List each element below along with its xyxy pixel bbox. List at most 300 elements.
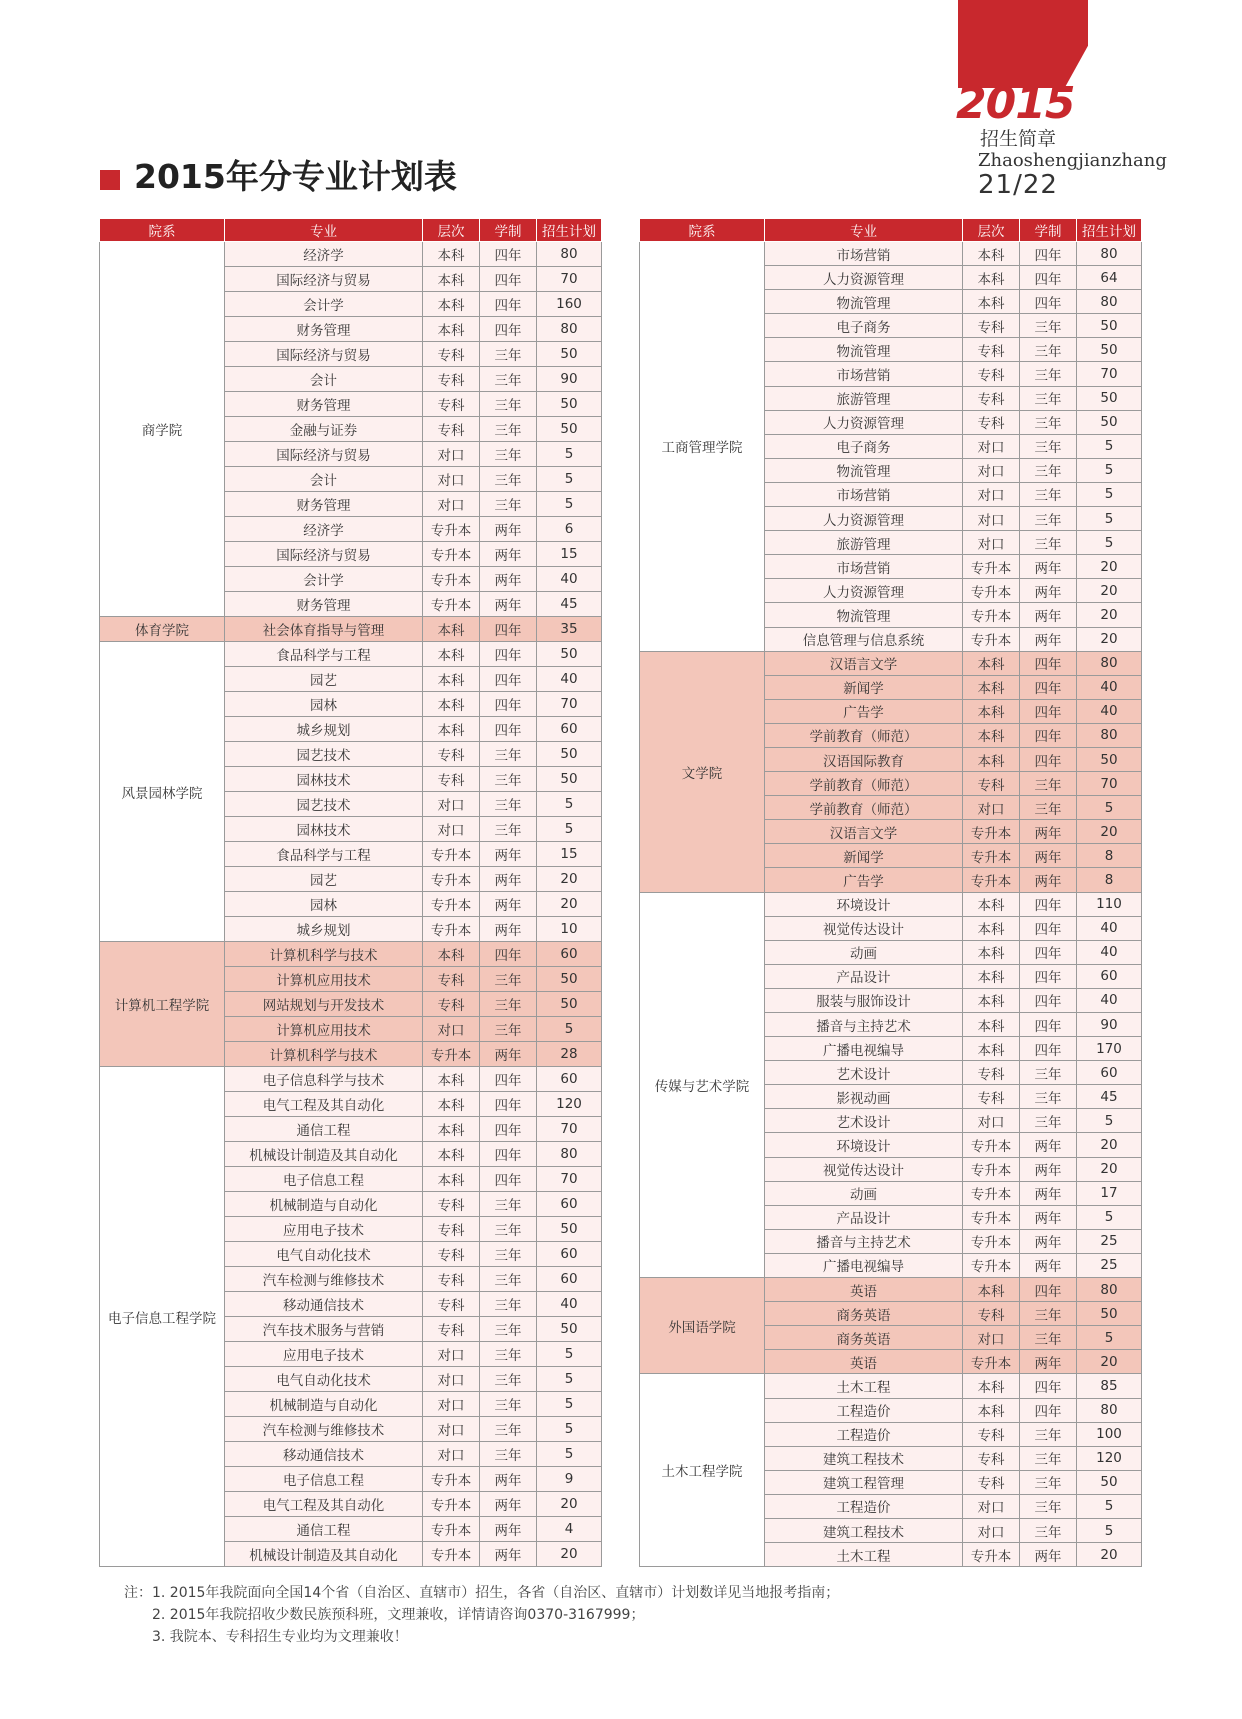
level-cell: 专升本 <box>423 592 480 617</box>
level-cell: 专科 <box>423 417 480 442</box>
dept-cell: 外国语学院 <box>640 1278 765 1374</box>
major-cell: 物流管理 <box>765 290 963 314</box>
duration-cell: 三年 <box>1020 507 1077 531</box>
major-cell: 电子信息科学与技术 <box>225 1067 423 1092</box>
level-cell: 专科 <box>423 1317 480 1342</box>
duration-cell: 三年 <box>1020 1518 1077 1542</box>
quota-cell: 20 <box>537 867 602 892</box>
level-cell: 本科 <box>423 1142 480 1167</box>
level-cell: 本科 <box>963 747 1020 771</box>
major-cell: 英语 <box>765 1278 963 1302</box>
major-cell: 汉语国际教育 <box>765 747 963 771</box>
level-cell: 专升本 <box>963 1133 1020 1157</box>
table-row <box>100 617 602 642</box>
level-cell: 专科 <box>423 1217 480 1242</box>
level-cell: 本科 <box>963 916 1020 940</box>
level-cell: 专科 <box>963 314 1020 338</box>
quota-cell: 5 <box>1077 458 1142 482</box>
level-cell: 本科 <box>423 1117 480 1142</box>
level-cell: 专科 <box>423 342 480 367</box>
quota-cell: 35 <box>537 617 602 642</box>
major-cell: 移动通信技术 <box>225 1292 423 1317</box>
major-cell: 国际经济与贸易 <box>225 342 423 367</box>
level-cell: 对口 <box>963 458 1020 482</box>
duration-cell: 四年 <box>480 1117 537 1142</box>
quota-cell: 5 <box>1077 1494 1142 1518</box>
major-cell: 学前教育（师范） <box>765 796 963 820</box>
major-cell: 计算机科学与技术 <box>225 1042 423 1067</box>
duration-cell: 两年 <box>1020 1350 1077 1374</box>
major-cell: 财务管理 <box>225 492 423 517</box>
level-cell: 专升本 <box>963 555 1020 579</box>
quota-cell: 20 <box>537 1542 602 1567</box>
duration-cell: 两年 <box>480 592 537 617</box>
quota-cell: 100 <box>1077 1422 1142 1446</box>
level-cell: 专科 <box>423 967 480 992</box>
major-cell: 土木工程 <box>765 1374 963 1398</box>
quota-cell: 50 <box>1077 1470 1142 1494</box>
level-cell: 本科 <box>963 1037 1020 1061</box>
quota-cell: 50 <box>537 1217 602 1242</box>
quota-cell: 64 <box>1077 266 1142 290</box>
level-cell: 专科 <box>963 386 1020 410</box>
major-cell: 市场营销 <box>765 482 963 506</box>
quota-cell: 20 <box>1077 1133 1142 1157</box>
level-cell: 专科 <box>963 362 1020 386</box>
duration-cell: 四年 <box>480 692 537 717</box>
quota-cell: 90 <box>1077 1013 1142 1037</box>
quota-cell: 50 <box>1077 314 1142 338</box>
major-cell: 财务管理 <box>225 592 423 617</box>
col-header-duration: 学制 <box>480 219 537 242</box>
level-cell: 专升本 <box>963 820 1020 844</box>
quota-cell: 20 <box>1077 820 1142 844</box>
duration-cell: 三年 <box>480 342 537 367</box>
level-cell: 专科 <box>963 1470 1020 1494</box>
duration-cell: 三年 <box>1020 1326 1077 1350</box>
quota-cell: 40 <box>537 567 602 592</box>
major-cell: 人力资源管理 <box>765 410 963 434</box>
level-cell: 本科 <box>963 1398 1020 1422</box>
level-cell: 对口 <box>423 442 480 467</box>
quota-cell: 45 <box>537 592 602 617</box>
major-cell: 动画 <box>765 1181 963 1205</box>
quota-cell: 50 <box>1077 410 1142 434</box>
quota-cell: 50 <box>537 642 602 667</box>
duration-cell: 四年 <box>480 667 537 692</box>
level-cell: 本科 <box>423 667 480 692</box>
duration-cell: 两年 <box>480 567 537 592</box>
quota-cell: 45 <box>1077 1085 1142 1109</box>
major-cell: 电气工程及其自动化 <box>225 1092 423 1117</box>
quota-cell: 60 <box>537 1067 602 1092</box>
duration-cell: 四年 <box>480 317 537 342</box>
major-cell: 计算机科学与技术 <box>225 942 423 967</box>
duration-cell: 三年 <box>1020 796 1077 820</box>
duration-cell: 三年 <box>480 1317 537 1342</box>
major-cell: 人力资源管理 <box>765 266 963 290</box>
major-cell: 人力资源管理 <box>765 507 963 531</box>
col-header-major: 专业 <box>225 219 423 242</box>
level-cell: 本科 <box>423 617 480 642</box>
dept-cell: 传媒与艺术学院 <box>640 892 765 1278</box>
level-cell: 本科 <box>963 892 1020 916</box>
table-row <box>100 942 602 967</box>
duration-cell: 两年 <box>1020 579 1077 603</box>
duration-cell: 三年 <box>1020 458 1077 482</box>
level-cell: 专科 <box>963 772 1020 796</box>
duration-cell: 三年 <box>1020 338 1077 362</box>
quota-cell: 50 <box>1077 386 1142 410</box>
quota-cell: 90 <box>537 367 602 392</box>
major-cell: 会计学 <box>225 292 423 317</box>
quota-cell: 50 <box>1077 338 1142 362</box>
major-cell: 物流管理 <box>765 458 963 482</box>
level-cell: 本科 <box>423 642 480 667</box>
major-cell: 广告学 <box>765 699 963 723</box>
col-header-quota: 招生计划 <box>537 219 602 242</box>
major-cell: 服装与服饰设计 <box>765 988 963 1012</box>
quota-cell: 40 <box>1077 940 1142 964</box>
level-cell: 专升本 <box>423 1042 480 1067</box>
major-cell: 会计 <box>225 467 423 492</box>
duration-cell: 四年 <box>480 1167 537 1192</box>
level-cell: 本科 <box>423 1067 480 1092</box>
level-cell: 专升本 <box>423 917 480 942</box>
major-cell: 城乡规划 <box>225 917 423 942</box>
major-cell: 汉语言文学 <box>765 651 963 675</box>
quota-cell: 8 <box>1077 844 1142 868</box>
header-year: 2015 <box>956 78 1075 129</box>
level-cell: 对口 <box>423 1017 480 1042</box>
level-cell: 对口 <box>963 1109 1020 1133</box>
table-row <box>640 1374 1142 1398</box>
quota-cell: 8 <box>1077 868 1142 892</box>
major-cell: 通信工程 <box>225 1517 423 1542</box>
major-cell: 园林技术 <box>225 767 423 792</box>
duration-cell: 四年 <box>480 1142 537 1167</box>
quota-cell: 60 <box>537 1192 602 1217</box>
dept-cell: 工商管理学院 <box>640 242 765 652</box>
duration-cell: 三年 <box>1020 1085 1077 1109</box>
duration-cell: 两年 <box>1020 603 1077 627</box>
duration-cell: 两年 <box>1020 1205 1077 1229</box>
quota-cell: 60 <box>537 942 602 967</box>
quota-cell: 5 <box>537 1367 602 1392</box>
quota-cell: 50 <box>1077 1302 1142 1326</box>
level-cell: 对口 <box>423 817 480 842</box>
major-cell: 学前教育（师范） <box>765 723 963 747</box>
duration-cell: 两年 <box>480 892 537 917</box>
major-cell: 园艺技术 <box>225 792 423 817</box>
quota-cell: 10 <box>537 917 602 942</box>
major-cell: 会计学 <box>225 567 423 592</box>
duration-cell: 三年 <box>480 992 537 1017</box>
quota-cell: 60 <box>1077 964 1142 988</box>
duration-cell: 三年 <box>480 967 537 992</box>
major-cell: 工程造价 <box>765 1398 963 1422</box>
duration-cell: 两年 <box>1020 1157 1077 1181</box>
plan-table-left <box>99 218 602 1567</box>
quota-cell: 80 <box>1077 723 1142 747</box>
level-cell: 本科 <box>423 292 480 317</box>
quota-cell: 70 <box>537 267 602 292</box>
note-line: 1. 2015年我院面向全国14个省（自治区、直辖市）招生，各省（自治区、直辖市）计划数详见当地报考指南； <box>152 1585 840 1601</box>
duration-cell: 四年 <box>1020 290 1077 314</box>
quota-cell: 20 <box>1077 1157 1142 1181</box>
major-cell: 市场营销 <box>765 362 963 386</box>
level-cell: 本科 <box>963 964 1020 988</box>
level-cell: 专升本 <box>423 867 480 892</box>
major-cell: 旅游管理 <box>765 386 963 410</box>
duration-cell: 三年 <box>1020 1446 1077 1470</box>
level-cell: 专升本 <box>423 892 480 917</box>
major-cell: 工程造价 <box>765 1494 963 1518</box>
quota-cell: 4 <box>537 1517 602 1542</box>
major-cell: 学前教育（师范） <box>765 772 963 796</box>
duration-cell: 三年 <box>480 1217 537 1242</box>
duration-cell: 三年 <box>1020 772 1077 796</box>
major-cell: 机械设计制造及其自动化 <box>225 1142 423 1167</box>
level-cell: 专升本 <box>423 517 480 542</box>
major-cell: 计算机应用技术 <box>225 1017 423 1042</box>
quota-cell: 6 <box>537 517 602 542</box>
level-cell: 对口 <box>423 792 480 817</box>
quota-cell: 17 <box>1077 1181 1142 1205</box>
duration-cell: 两年 <box>1020 627 1077 651</box>
duration-cell: 三年 <box>1020 482 1077 506</box>
level-cell: 对口 <box>963 531 1020 555</box>
level-cell: 对口 <box>963 507 1020 531</box>
duration-cell: 两年 <box>480 1492 537 1517</box>
level-cell: 专科 <box>423 742 480 767</box>
duration-cell: 三年 <box>480 742 537 767</box>
level-cell: 专升本 <box>423 842 480 867</box>
major-cell: 旅游管理 <box>765 531 963 555</box>
duration-cell: 三年 <box>1020 386 1077 410</box>
major-cell: 建筑工程管理 <box>765 1470 963 1494</box>
level-cell: 本科 <box>963 940 1020 964</box>
level-cell: 对口 <box>963 1518 1020 1542</box>
duration-cell: 三年 <box>1020 1109 1077 1133</box>
major-cell: 建筑工程技术 <box>765 1446 963 1470</box>
col-header-major: 专业 <box>765 219 963 242</box>
major-cell: 电气自动化技术 <box>225 1367 423 1392</box>
major-cell: 国际经济与贸易 <box>225 442 423 467</box>
level-cell: 本科 <box>423 1092 480 1117</box>
duration-cell: 两年 <box>480 542 537 567</box>
major-cell: 艺术设计 <box>765 1061 963 1085</box>
duration-cell: 三年 <box>480 392 537 417</box>
major-cell: 通信工程 <box>225 1117 423 1142</box>
duration-cell: 两年 <box>480 1542 537 1567</box>
quota-cell: 20 <box>1077 579 1142 603</box>
major-cell: 园林 <box>225 892 423 917</box>
quota-cell: 80 <box>537 317 602 342</box>
quota-cell: 50 <box>537 742 602 767</box>
major-cell: 汽车检测与维修技术 <box>225 1417 423 1442</box>
duration-cell: 三年 <box>480 1417 537 1442</box>
quota-cell: 70 <box>1077 772 1142 796</box>
level-cell: 本科 <box>963 723 1020 747</box>
major-cell: 电气工程及其自动化 <box>225 1492 423 1517</box>
major-cell: 汉语言文学 <box>765 820 963 844</box>
major-cell: 播音与主持艺术 <box>765 1229 963 1253</box>
major-cell: 物流管理 <box>765 338 963 362</box>
duration-cell: 两年 <box>480 1517 537 1542</box>
major-cell: 人力资源管理 <box>765 579 963 603</box>
quota-cell: 80 <box>1077 1398 1142 1422</box>
level-cell: 专升本 <box>963 1253 1020 1277</box>
quota-cell: 40 <box>1077 675 1142 699</box>
quota-cell: 25 <box>1077 1229 1142 1253</box>
major-cell: 应用电子技术 <box>225 1342 423 1367</box>
level-cell: 对口 <box>423 1442 480 1467</box>
major-cell: 社会体育指导与管理 <box>225 617 423 642</box>
duration-cell: 两年 <box>480 842 537 867</box>
quota-cell: 120 <box>1077 1446 1142 1470</box>
duration-cell: 三年 <box>480 1367 537 1392</box>
duration-cell: 四年 <box>1020 988 1077 1012</box>
level-cell: 对口 <box>423 1392 480 1417</box>
major-cell: 园艺技术 <box>225 742 423 767</box>
level-cell: 专升本 <box>963 1229 1020 1253</box>
level-cell: 专科 <box>963 410 1020 434</box>
duration-cell: 三年 <box>480 492 537 517</box>
level-cell: 本科 <box>963 651 1020 675</box>
major-cell: 机械设计制造及其自动化 <box>225 1542 423 1567</box>
level-cell: 专科 <box>423 992 480 1017</box>
level-cell: 本科 <box>423 267 480 292</box>
quota-cell: 5 <box>537 1392 602 1417</box>
header-brochure-cn: 招生简章 <box>980 128 1057 150</box>
quota-cell: 40 <box>537 1292 602 1317</box>
duration-cell: 三年 <box>1020 362 1077 386</box>
duration-cell: 两年 <box>480 867 537 892</box>
major-cell: 会计 <box>225 367 423 392</box>
quota-cell: 80 <box>537 242 602 267</box>
dept-cell: 体育学院 <box>100 617 225 642</box>
major-cell: 经济学 <box>225 517 423 542</box>
quota-cell: 5 <box>1077 1205 1142 1229</box>
duration-cell: 三年 <box>480 417 537 442</box>
major-cell: 市场营销 <box>765 555 963 579</box>
quota-cell: 5 <box>537 442 602 467</box>
level-cell: 专升本 <box>963 627 1020 651</box>
level-cell: 对口 <box>423 1417 480 1442</box>
major-cell: 视觉传达设计 <box>765 916 963 940</box>
level-cell: 对口 <box>423 1367 480 1392</box>
major-cell: 土木工程 <box>765 1543 963 1567</box>
duration-cell: 两年 <box>480 1042 537 1067</box>
level-cell: 专科 <box>423 367 480 392</box>
duration-cell: 三年 <box>1020 1061 1077 1085</box>
major-cell: 信息管理与信息系统 <box>765 627 963 651</box>
quota-cell: 20 <box>1077 1350 1142 1374</box>
major-cell: 电子商务 <box>765 434 963 458</box>
table-row <box>640 892 1142 916</box>
major-cell: 广播电视编导 <box>765 1253 963 1277</box>
duration-cell: 两年 <box>1020 868 1077 892</box>
duration-cell: 三年 <box>1020 1422 1077 1446</box>
quota-cell: 50 <box>537 992 602 1017</box>
level-cell: 本科 <box>963 1374 1020 1398</box>
quota-cell: 80 <box>1077 651 1142 675</box>
quota-cell: 40 <box>1077 988 1142 1012</box>
duration-cell: 四年 <box>480 942 537 967</box>
plan-table-right <box>639 218 1142 1567</box>
dept-cell: 风景园林学院 <box>100 642 225 942</box>
level-cell: 专科 <box>423 1267 480 1292</box>
table-row <box>100 242 602 267</box>
quota-cell: 25 <box>1077 1253 1142 1277</box>
level-cell: 本科 <box>963 675 1020 699</box>
duration-cell: 四年 <box>1020 1013 1077 1037</box>
title-square-icon <box>100 170 120 190</box>
level-cell: 专升本 <box>963 1350 1020 1374</box>
duration-cell: 四年 <box>1020 1278 1077 1302</box>
level-cell: 本科 <box>423 1167 480 1192</box>
duration-cell: 三年 <box>1020 314 1077 338</box>
quota-cell: 70 <box>537 692 602 717</box>
major-cell: 电子商务 <box>765 314 963 338</box>
major-cell: 电气自动化技术 <box>225 1242 423 1267</box>
quota-cell: 50 <box>537 392 602 417</box>
major-cell: 电子信息工程 <box>225 1167 423 1192</box>
duration-cell: 三年 <box>480 1442 537 1467</box>
major-cell: 播音与主持艺术 <box>765 1013 963 1037</box>
duration-cell: 四年 <box>480 1067 537 1092</box>
quota-cell: 80 <box>1077 242 1142 266</box>
level-cell: 本科 <box>963 266 1020 290</box>
quota-cell: 80 <box>537 1142 602 1167</box>
duration-cell: 四年 <box>1020 747 1077 771</box>
quota-cell: 60 <box>537 1242 602 1267</box>
level-cell: 对口 <box>423 1342 480 1367</box>
note-line: 3. 我院本、专科招生专业均为文理兼收！ <box>152 1629 408 1645</box>
quota-cell: 20 <box>1077 603 1142 627</box>
level-cell: 专升本 <box>423 1467 480 1492</box>
major-cell: 机械制造与自动化 <box>225 1192 423 1217</box>
level-cell: 专升本 <box>963 1543 1020 1567</box>
header-brochure-pinyin: Zhaoshengjianzhang <box>978 150 1167 171</box>
quota-cell: 20 <box>1077 1543 1142 1567</box>
major-cell: 英语 <box>765 1350 963 1374</box>
duration-cell: 四年 <box>480 267 537 292</box>
duration-cell: 四年 <box>1020 266 1077 290</box>
level-cell: 专升本 <box>963 1181 1020 1205</box>
quota-cell: 5 <box>537 1442 602 1467</box>
duration-cell: 四年 <box>480 617 537 642</box>
level-cell: 专科 <box>423 1242 480 1267</box>
major-cell: 广告学 <box>765 868 963 892</box>
duration-cell: 三年 <box>480 1192 537 1217</box>
level-cell: 专科 <box>963 338 1020 362</box>
duration-cell: 四年 <box>1020 675 1077 699</box>
major-cell: 机械制造与自动化 <box>225 1392 423 1417</box>
notes <box>124 1582 839 1648</box>
quota-cell: 5 <box>537 467 602 492</box>
duration-cell: 四年 <box>1020 242 1077 266</box>
quota-cell: 80 <box>1077 290 1142 314</box>
quota-cell: 80 <box>1077 1278 1142 1302</box>
level-cell: 本科 <box>963 699 1020 723</box>
quota-cell: 20 <box>537 892 602 917</box>
duration-cell: 四年 <box>1020 940 1077 964</box>
major-cell: 财务管理 <box>225 317 423 342</box>
duration-cell: 三年 <box>480 1017 537 1042</box>
table-row <box>100 642 602 667</box>
